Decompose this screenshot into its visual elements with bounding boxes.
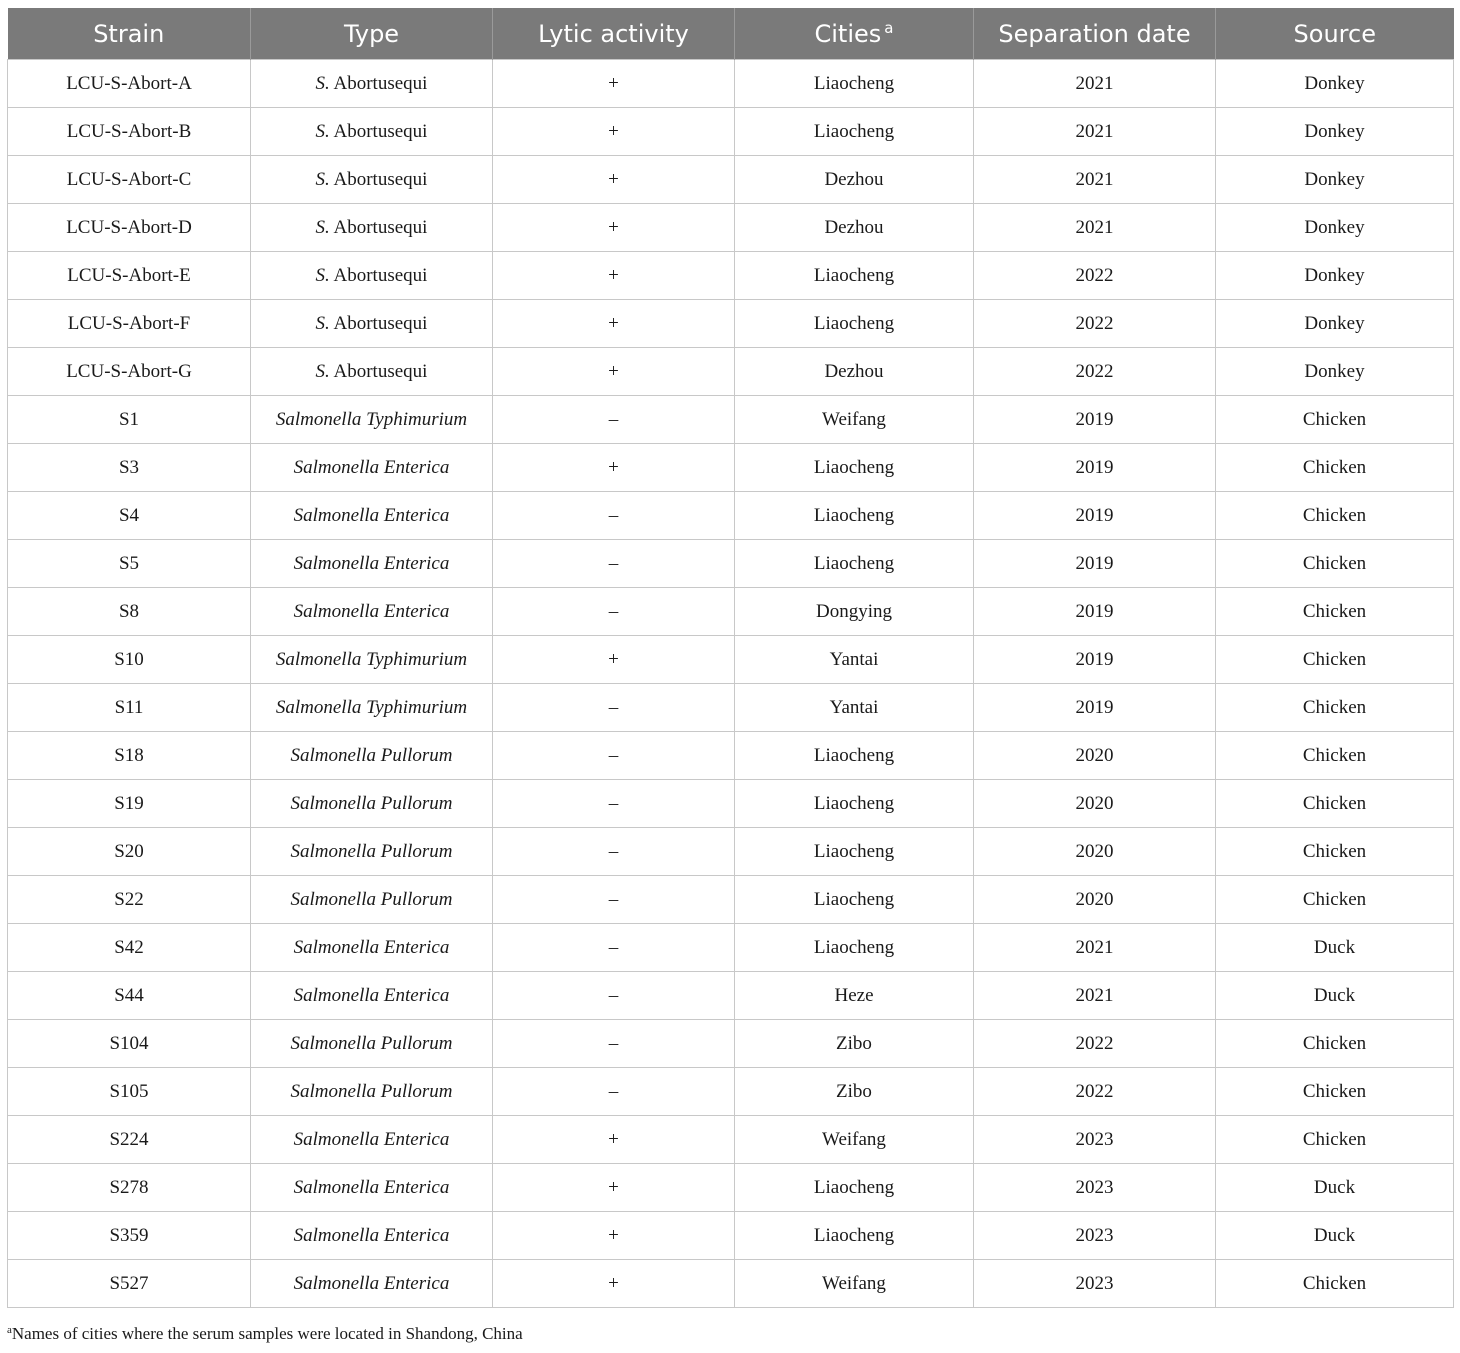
separation-date-cell: 2019 [974,588,1216,636]
type-cell [251,1116,493,1164]
strain-cell: S8 [8,588,251,636]
city-cell: Liaocheng [735,300,974,348]
source-cell: Duck [1216,924,1454,972]
lytic-activity-cell: + [493,60,735,108]
city-cell: Liaocheng [735,108,974,156]
type-italic-part: Salmonella Enterica [293,456,450,478]
type-italic-part: Salmonella Enterica [293,1176,450,1198]
source-cell: Chicken [1216,1068,1454,1116]
table-row [8,1068,1454,1116]
separation-date-cell: 2022 [974,348,1216,396]
source-cell: Chicken [1216,444,1454,492]
type-cell [251,396,493,444]
source-cell: Chicken [1216,876,1454,924]
type-italic-part: Salmonella Pullorum [290,792,453,814]
strain-cell: S105 [8,1068,251,1116]
separation-date-cell: 2023 [974,1260,1216,1308]
type-cell [251,348,493,396]
type-cell [251,492,493,540]
type-cell [251,252,493,300]
type-plain-part: Abortusequi [329,264,428,286]
lytic-activity-cell: – [493,828,735,876]
lytic-activity-cell: – [493,732,735,780]
type-cell [251,636,493,684]
table-row [8,540,1454,588]
table-footnote [7,1324,523,1344]
strain-cell: S19 [8,780,251,828]
city-cell: Liaocheng [735,252,974,300]
separation-date-cell: 2022 [974,1068,1216,1116]
type-cell [251,684,493,732]
city-cell: Heze [735,972,974,1020]
type-plain-part: Abortusequi [329,120,428,142]
type-italic-part: Salmonella Enterica [293,600,450,622]
source-cell: Duck [1216,1212,1454,1260]
type-cell [251,924,493,972]
type-cell [251,780,493,828]
separation-date-cell: 2021 [974,204,1216,252]
city-cell: Liaocheng [735,540,974,588]
source-cell: Chicken [1216,1020,1454,1068]
city-cell: Liaocheng [735,1212,974,1260]
source-cell: Chicken [1216,492,1454,540]
strain-cell: S359 [8,1212,251,1260]
lytic-activity-cell: + [493,1164,735,1212]
lytic-activity-cell: + [493,1260,735,1308]
strain-cell: S527 [8,1260,251,1308]
type-italic-part: S. [315,120,330,142]
source-cell: Chicken [1216,780,1454,828]
table-row [8,972,1454,1020]
city-cell: Zibo [735,1020,974,1068]
separation-date-cell: 2020 [974,732,1216,780]
type-italic-part: Salmonella Typhimurium [275,696,468,718]
strain-cell: S10 [8,636,251,684]
table-row [8,492,1454,540]
source-cell: Donkey [1216,60,1454,108]
city-cell: Weifang [735,1260,974,1308]
type-cell [251,540,493,588]
source-cell: Chicken [1216,540,1454,588]
type-italic-part: S. [315,216,330,238]
type-cell [251,1164,493,1212]
table-row [8,108,1454,156]
city-cell: Dezhou [735,348,974,396]
table-row [8,348,1454,396]
strain-cell: S5 [8,540,251,588]
strain-cell: S1 [8,396,251,444]
type-italic-part: Salmonella Enterica [293,1224,450,1246]
separation-date-cell: 2021 [974,156,1216,204]
strain-cell: S44 [8,972,251,1020]
strain-cell: S42 [8,924,251,972]
header-lytic-activity: Lytic activity [493,8,735,60]
source-cell: Donkey [1216,156,1454,204]
header-row [8,8,1454,60]
type-plain-part: Abortusequi [329,216,428,238]
city-cell: Dezhou [735,204,974,252]
lytic-activity-cell: – [493,492,735,540]
table-row [8,60,1454,108]
source-cell: Chicken [1216,1260,1454,1308]
city-cell: Weifang [735,396,974,444]
type-italic-part: S. [315,312,330,334]
separation-date-cell: 2019 [974,636,1216,684]
type-italic-part: Salmonella Pullorum [290,744,453,766]
header-cities: Cities $^a$ [735,8,974,60]
city-cell: Liaocheng [735,1164,974,1212]
city-cell: Weifang [735,1116,974,1164]
strain-cell: S11 [8,684,251,732]
table-row [8,1164,1454,1212]
strain-cell: LCU-S-Abort-D [8,204,251,252]
type-cell [251,1020,493,1068]
table-row [8,300,1454,348]
city-cell: Liaocheng [735,924,974,972]
lytic-activity-cell: + [493,204,735,252]
strain-cell: S278 [8,1164,251,1212]
strain-cell: S3 [8,444,251,492]
strain-cell: S18 [8,732,251,780]
city-cell: Dongying [735,588,974,636]
strain-cell: LCU-S-Abort-G [8,348,251,396]
lytic-activity-cell: – [493,396,735,444]
source-cell: Duck [1216,1164,1454,1212]
strain-cell: LCU-S-Abort-F [8,300,251,348]
source-cell: Donkey [1216,252,1454,300]
type-italic-part: Salmonella Pullorum [290,1032,453,1054]
type-cell [251,1260,493,1308]
type-italic-part: Salmonella Typhimurium [275,408,468,430]
table-row [8,1116,1454,1164]
header-strain: Strain [8,8,251,60]
table-row [8,636,1454,684]
table-row [8,156,1454,204]
lytic-activity-cell: – [493,684,735,732]
type-italic-part: Salmonella Pullorum [290,1080,453,1102]
city-cell: Yantai [735,636,974,684]
type-italic-part: Salmonella Typhimurium [275,648,468,670]
table-row [8,1260,1454,1308]
separation-date-cell: 2019 [974,684,1216,732]
source-cell: Chicken [1216,1116,1454,1164]
type-cell [251,972,493,1020]
city-cell: Liaocheng [735,876,974,924]
strain-cell: S20 [8,828,251,876]
lytic-activity-cell: + [493,156,735,204]
source-cell: Chicken [1216,396,1454,444]
type-cell [251,732,493,780]
lytic-activity-cell: – [493,876,735,924]
source-cell: Chicken [1216,588,1454,636]
lytic-activity-cell: + [493,636,735,684]
table-row [8,732,1454,780]
lytic-activity-cell: + [493,1116,735,1164]
strain-cell: S22 [8,876,251,924]
footnote-text: Names of cities where the serum samples were located in Shandong, China [11,1324,523,1343]
type-italic-part: Salmonella Pullorum [290,888,453,910]
source-cell: Chicken [1216,636,1454,684]
type-plain-part: Abortusequi [329,312,428,334]
separation-date-cell: 2020 [974,876,1216,924]
lytic-activity-cell: + [493,252,735,300]
lytic-activity-cell: – [493,540,735,588]
table-row [8,924,1454,972]
type-cell [251,828,493,876]
separation-date-cell: 2021 [974,924,1216,972]
separation-date-cell: 2021 [974,972,1216,1020]
table-row [8,252,1454,300]
strain-cell: LCU-S-Abort-C [8,156,251,204]
city-cell: Liaocheng [735,732,974,780]
strain-table-container [7,8,1453,1308]
table-row [8,780,1454,828]
type-italic-part: Salmonella Enterica [293,552,450,574]
city-cell: Liaocheng [735,780,974,828]
header-cities-footnote-marker: a [884,19,894,37]
type-italic-part: S. [315,360,330,382]
header-type: Type [251,8,493,60]
type-cell [251,876,493,924]
type-italic-part: Salmonella Enterica [293,1272,450,1294]
table-header [8,8,1454,60]
separation-date-cell: 2019 [974,492,1216,540]
city-cell: Liaocheng [735,60,974,108]
lytic-activity-cell: – [493,780,735,828]
lytic-activity-cell: – [493,1020,735,1068]
type-cell [251,60,493,108]
source-cell: Chicken [1216,684,1454,732]
separation-date-cell: 2020 [974,828,1216,876]
separation-date-cell: 2019 [974,396,1216,444]
table-body [8,60,1454,1308]
lytic-activity-cell: + [493,444,735,492]
city-cell: Dezhou [735,156,974,204]
type-italic-part: S. [315,264,330,286]
strain-cell: S4 [8,492,251,540]
source-cell: Chicken [1216,732,1454,780]
type-cell [251,108,493,156]
type-italic-part: S. [315,168,330,190]
type-plain-part: Abortusequi [329,72,428,94]
table-row [8,684,1454,732]
type-plain-part: Abortusequi [329,360,428,382]
separation-date-cell: 2021 [974,108,1216,156]
header-source: Source [1216,8,1454,60]
table-row [8,1020,1454,1068]
lytic-activity-cell: – [493,924,735,972]
table-row [8,396,1454,444]
strain-cell: LCU-S-Abort-A [8,60,251,108]
type-italic-part: Salmonella Enterica [293,984,450,1006]
type-italic-part: Salmonella Pullorum [290,840,453,862]
strain-cell: LCU-S-Abort-E [8,252,251,300]
type-cell [251,156,493,204]
type-cell [251,1212,493,1260]
separation-date-cell: 2021 [974,60,1216,108]
separation-date-cell: 2019 [974,444,1216,492]
city-cell: Liaocheng [735,492,974,540]
source-cell: Chicken [1216,828,1454,876]
lytic-activity-cell: + [493,300,735,348]
lytic-activity-cell: + [493,348,735,396]
type-italic-part: S. [315,72,330,94]
source-cell: Donkey [1216,108,1454,156]
type-italic-part: Salmonella Enterica [293,936,450,958]
lytic-activity-cell: – [493,1068,735,1116]
type-italic-part: Salmonella Enterica [293,1128,450,1150]
header-separation-date: Separation date [974,8,1216,60]
separation-date-cell: 2022 [974,1020,1216,1068]
strain-cell: S224 [8,1116,251,1164]
separation-date-cell: 2022 [974,300,1216,348]
table-row [8,444,1454,492]
table-row [8,204,1454,252]
source-cell: Donkey [1216,348,1454,396]
lytic-activity-cell: + [493,1212,735,1260]
city-cell: Liaocheng [735,444,974,492]
strain-cell: S104 [8,1020,251,1068]
footnote-marker: a [7,1324,12,1336]
type-cell [251,300,493,348]
table-row [8,876,1454,924]
separation-date-cell: 2020 [974,780,1216,828]
city-cell: Liaocheng [735,828,974,876]
type-cell [251,1068,493,1116]
table-row [8,588,1454,636]
strain-cell: LCU-S-Abort-B [8,108,251,156]
type-italic-part: Salmonella Enterica [293,504,450,526]
lytic-activity-cell: + [493,108,735,156]
separation-date-cell: 2023 [974,1212,1216,1260]
separation-date-cell: 2022 [974,252,1216,300]
strain-table [7,8,1454,1308]
lytic-activity-cell: – [493,588,735,636]
city-cell: Zibo [735,1068,974,1116]
city-cell: Yantai [735,684,974,732]
type-cell [251,588,493,636]
lytic-activity-cell: – [493,972,735,1020]
type-cell [251,204,493,252]
source-cell: Duck [1216,972,1454,1020]
separation-date-cell: 2023 [974,1116,1216,1164]
source-cell: Donkey [1216,300,1454,348]
source-cell: Donkey [1216,204,1454,252]
separation-date-cell: 2023 [974,1164,1216,1212]
separation-date-cell: 2019 [974,540,1216,588]
type-plain-part: Abortusequi [329,168,428,190]
table-row [8,1212,1454,1260]
type-cell [251,444,493,492]
table-row [8,828,1454,876]
